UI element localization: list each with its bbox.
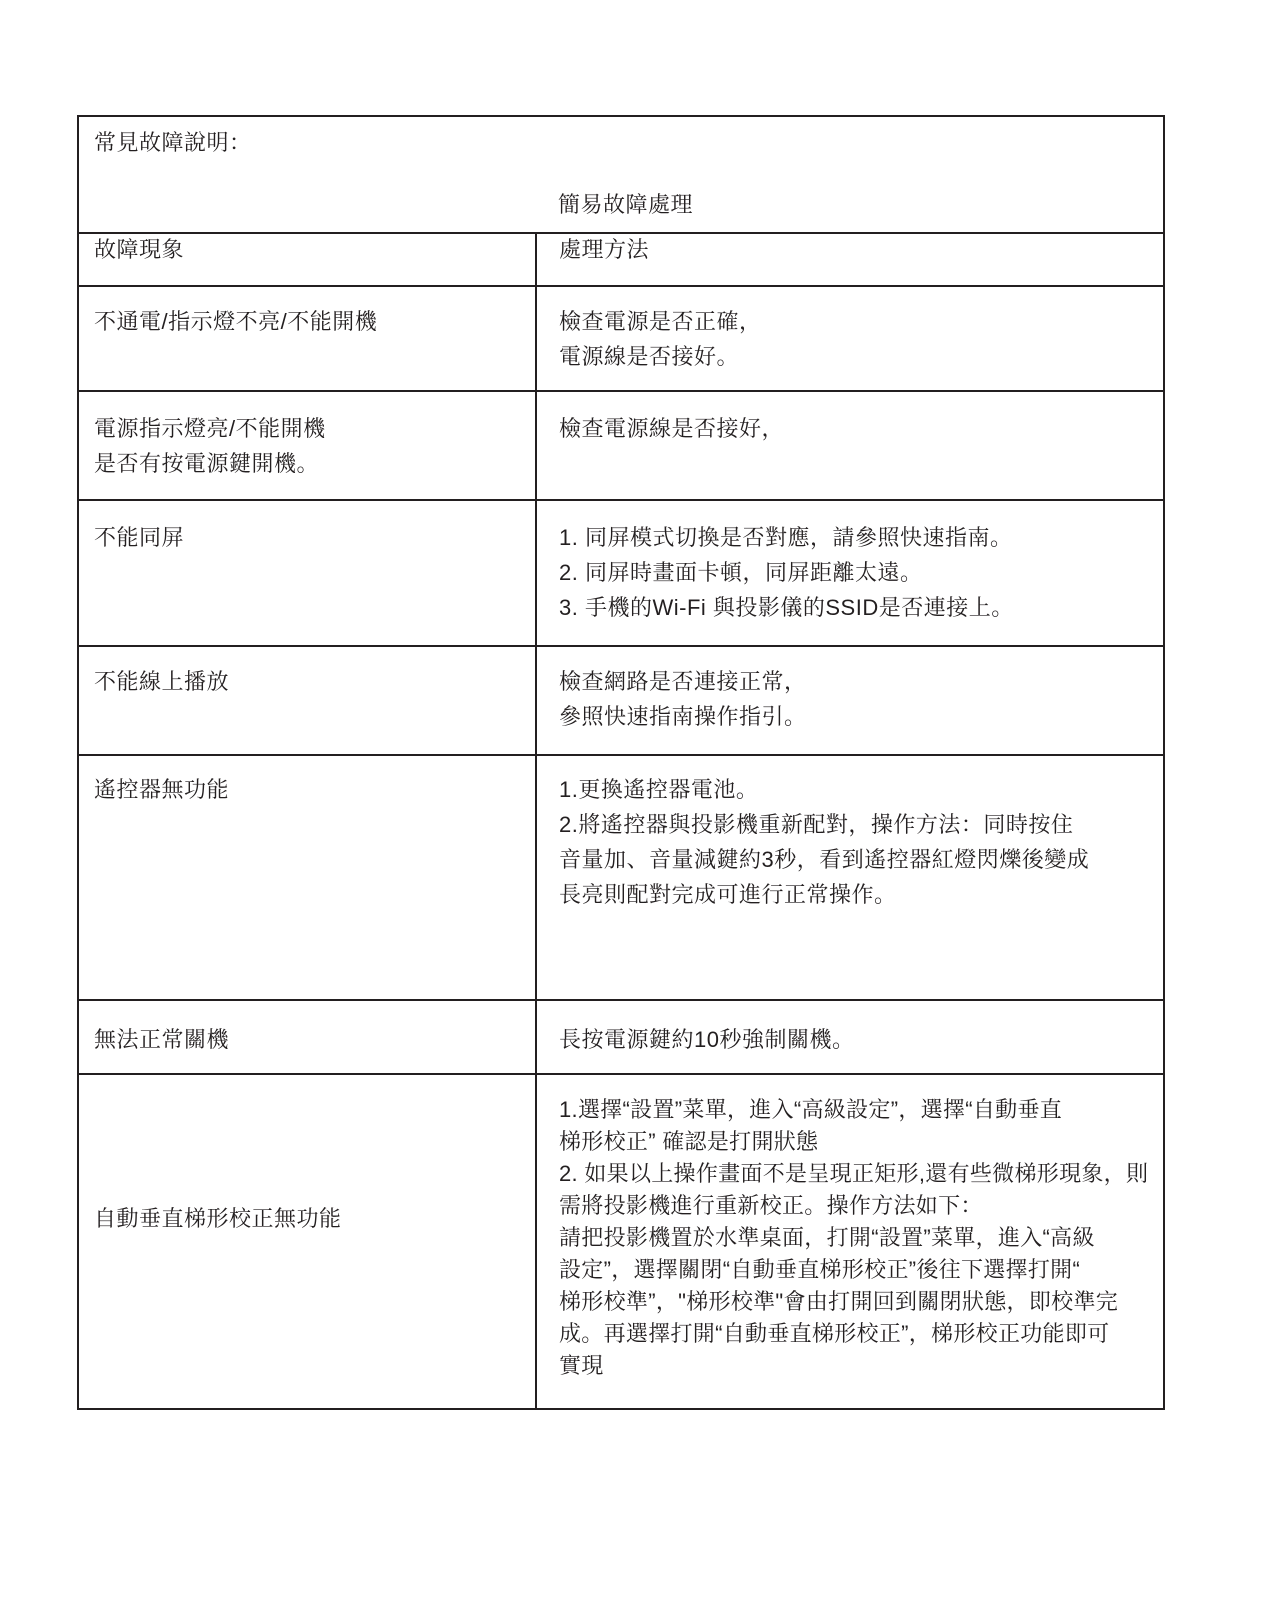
table-caption: 簡易故障處理 [558, 192, 694, 217]
solution-line: 檢查電源是否正確， [559, 309, 762, 334]
solution-line: 梯形校準”，"梯形校準"會由打開回到關閉狀態，即校準完 [559, 1289, 1119, 1314]
solution-line: 長亮則配對完成可進行正常操作。 [559, 882, 897, 907]
troubleshooting-table [77, 115, 1165, 1410]
column-header-cell [537, 234, 1163, 285]
symptom-cell [79, 647, 537, 754]
symptom-line: 不通電/指示燈不亮/不能開機 [94, 309, 378, 334]
symptom-cell [79, 287, 537, 390]
solution-line: 參照快速指南操作指引。 [559, 704, 807, 729]
solution-line: 梯形校正” 確認是打開狀態 [559, 1129, 819, 1154]
column-header-row [79, 232, 1163, 285]
table-row [79, 999, 1163, 1073]
solution-line: 2. 同屏時畫面卡頓，同屏距離太遠。 [559, 560, 923, 585]
symptom-cell [79, 756, 537, 999]
symptom-line: 不能線上播放 [94, 669, 230, 694]
symptom-line: 遙控器無功能 [94, 777, 230, 802]
column-header-solution: 處理方法 [559, 237, 650, 262]
solution-line: 1. 同屏模式切換是否對應，請參照快速指南。 [559, 525, 1013, 550]
solution-line: 請把投影機置於水準桌面，打開“設置”菜單，進入“高級 [559, 1225, 1095, 1250]
solution-cell [537, 756, 1163, 999]
table-row [79, 499, 1163, 645]
table-row [79, 1073, 1163, 1408]
page-title: 常見故障說明： [94, 130, 252, 155]
solution-cell [537, 1075, 1163, 1408]
symptom-line: 電源指示燈亮/不能開機 [94, 416, 326, 441]
column-header-symptom: 故障現象 [94, 237, 185, 262]
table-row [79, 645, 1163, 754]
solution-cell [537, 392, 1163, 499]
solution-line: 1.更換遙控器電池。 [559, 777, 759, 802]
solution-line: 3. 手機的Wi-Fi 與投影儀的SSID是否連接上。 [559, 595, 1014, 620]
symptom-line: 自動垂直梯形校正無功能 [94, 1206, 342, 1231]
solution-line: 檢查電源線是否接好， [559, 416, 785, 441]
solution-cell [537, 287, 1163, 390]
symptom-line: 無法正常關機 [94, 1027, 230, 1052]
solution-cell [537, 647, 1163, 754]
symptom-line: 不能同屏 [94, 525, 185, 550]
solution-line: 2.將遙控器與投影機重新配對，操作方法：同時按住 [559, 812, 1074, 837]
symptom-cell [79, 1075, 537, 1408]
table-row [79, 390, 1163, 499]
solution-line: 成。再選擇打開“自動垂直梯形校正”，梯形校正功能即可 [559, 1321, 1110, 1346]
table-title-row [79, 117, 1163, 232]
solution-cell [537, 501, 1163, 645]
symptom-cell [79, 501, 537, 645]
symptom-cell [79, 392, 537, 499]
solution-line: 需將投影機進行重新校正。操作方法如下： [559, 1193, 983, 1218]
table-row [79, 285, 1163, 390]
table-row [79, 754, 1163, 999]
solution-line: 設定”，選擇關閉“自動垂直梯形校正”後往下選擇打開“ [559, 1257, 1081, 1282]
solution-line: 實現 [559, 1353, 604, 1378]
symptom-cell [79, 1001, 537, 1073]
solution-cell [537, 1001, 1163, 1073]
solution-line: 音量加、音量減鍵約3秒，看到遙控器紅燈閃爍後變成 [559, 847, 1090, 872]
solution-line: 長按電源鍵約10秒強制關機。 [559, 1027, 855, 1052]
symptom-line: 是否有按電源鍵開機。 [94, 451, 320, 476]
solution-line: 檢查網路是否連接正常， [559, 669, 807, 694]
solution-line: 2. 如果以上操作畫面不是呈現正矩形,還有些微梯形現象，則 [559, 1161, 1149, 1186]
column-header-cell [79, 234, 537, 285]
solution-line: 電源線是否接好。 [559, 344, 740, 369]
solution-line: 1.選擇“設置”菜單，進入“高級設定”，選擇“自動垂直 [559, 1097, 1063, 1122]
